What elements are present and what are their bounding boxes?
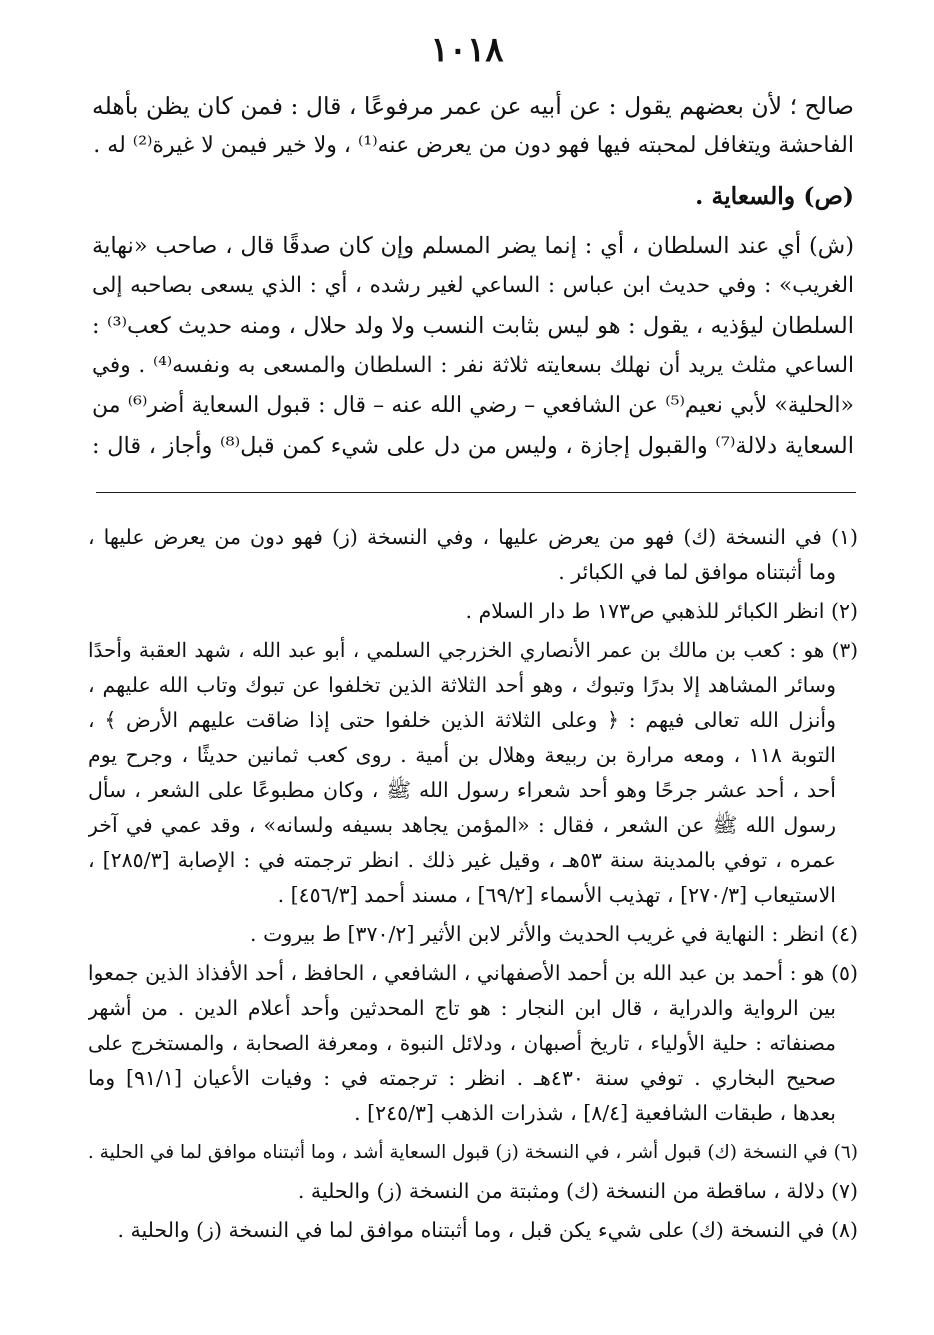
page-number: ١٠١٨ (430, 30, 504, 70)
main-line: (ش) أي عند السلطان ، أي : إنما يضر المسلم وإن كان صدقًا قال ، صاحب «نهاية (92, 233, 854, 259)
main-line: الغريب» : وفي حديث ابن عباس : الساعي لغير رشده ، أي : الذي يسعى بصاحبه إلى (92, 273, 854, 298)
footnote-3-cont: رسول الله ﷺ عن الشعر ، فقال : «المؤمن يجاهد بسيفه ولسانه» ، وقد عمي في آخر (88, 813, 836, 837)
footnote-1-cont: وما أثبتناه موافق لما في الكبائر . (558, 560, 836, 584)
footnote-7: (٧) دلالة ، ساقطة من النسخة (ك) ومثبتة من النسخة (ز) والحلية . (297, 1179, 858, 1203)
main-line: السعاية دلالة⁽⁷⁾ والقبول إجازة ، وليس من دل على شيء كمن قبل⁽⁸⁾ وأجاز ، قال : (92, 433, 854, 459)
footnote-3-cont: وأنزل الله تعالى فيهم : ﴿ وعلى الثلاثة الذين خلفوا حتى إذا ضاقت عليهم الأرض ﴾ ، (88, 708, 836, 732)
main-line: الساعي مثلث يريد أن نهلك بسعايته ثلاثة نفر : السلطان والمسعى به ونفسه⁽⁴⁾ . وفي (92, 353, 854, 378)
main-line: «الحلية» لأبي نعيم⁽⁵⁾ عن الشافعي – رضي الله عنه – قال : قبول السعاية أضر⁽⁶⁾ من (92, 393, 854, 418)
main-line: الفاحشة ويتغافل لمحبته فيها فهو دون من يعرض عنه⁽¹⁾ ، ولا خير فيمن لا غيرة⁽²⁾ له . (93, 133, 854, 158)
footnote-4: (٤) انظر : النهاية في غريب الحديث والأثر لابن الأثير [٣٧٠/٢] ط بيروت . (250, 922, 858, 946)
main-line: صالح ؛ لأن بعضهم يقول : عن أبيه عن عمر مرفوعًا ، قال : فمن كان يظن بأهله (92, 92, 854, 120)
footnote-divider (96, 492, 856, 493)
main-line: السلطان ليؤذيه ، يقول : هو ليس بثابت النسب ولا ولد حلال ، ومنه حديث كعب⁽³⁾ : (92, 313, 854, 339)
footnote-3-cont: الاستيعاب [٢٧٠/٣] ، تهذيب الأسماء [٦٩/٢] ، مسند أحمد [٤٥٦/٣] . (277, 883, 836, 907)
main-text (92, 86, 854, 466)
footnote-5: (٥) هو : أحمد بن عبد الله بن أحمد الأصفهاني ، الشافعي ، الحافظ ، أحد الأفذاذ الذين جمعوا (88, 961, 858, 985)
footnote-3-cont: وسائر المشاهد إلا بدرًا وتبوك ، وهو أحد الثلاثة الذين تخلفوا عن تبوك وتاب الله عليهم ، (88, 673, 836, 697)
footnote-5-cont: بعدها ، طبقات الشافعية [٨/٤] ، شذرات الذهب [٢٤٥/٣] . (354, 1101, 836, 1125)
footnote-5-cont: مصنفاته : حلية الأولياء ، تاريخ أصبهان ، ودلائل النبوة ، ومعرفة الصحابة ، والمستخرج على (88, 1031, 836, 1055)
footnote-3-cont: التوبة ١١٨ ، ومعه مرارة بن ربيعة وهلال بن أمية . روى كعب ثمانين حديثًا ، وجرح يوم (88, 743, 836, 767)
footnote-3: (٣) هو : كعب بن مالك بن عمر الأنصاري الخزرجي السلمي ، أبو عبد الله ، شهد العقبة وأحدًا (88, 638, 858, 662)
footnote-5-cont: بين الرواية والدراية ، قال ابن النجار : هو تاج المحدثين وأحد أعلام الدين . من أشهر (88, 996, 836, 1020)
footnote-1: (١) في النسخة (ك) فهو من يعرض عليها ، وفي النسخة (ز) فهو دون من يعرض عليها ، (88, 525, 858, 549)
footnote-6: (٦) في النسخة (ك) قبول أشر ، في النسخة (ز) قبول السعاية أشد ، وما أثبتناه موافق لما في الحلية . (88, 1142, 858, 1163)
footnote-8: (٨) في النسخة (ك) على شيء يكن قبل ، وما أثبتناه موافق لما في النسخة (ز) والحلية . (117, 1218, 858, 1242)
footnotes (88, 520, 858, 1248)
footnote-3-cont: عمره ، توفي بالمدينة سنة ٥٣هـ ، وقيل غير ذلك . انظر ترجمته في : الإصابة [٢٨٥/٣] ، (88, 848, 836, 872)
footnote-2: (٢) انظر الكبائر للذهبي ص١٧٣ ط دار السلام . (465, 599, 858, 623)
footnote-5-cont: صحيح البخاري . توفي سنة ٤٣٠هـ . انظر : ترجمته في : وفيات الأعيان [٩١/١] وما (88, 1066, 836, 1090)
footnote-3-cont: أحد ، أحد عشر جرحًا وهو أحد شعراء رسول الله ﷺ ، وكان مطبوعًا على الشعر ، سأل (88, 778, 836, 802)
section-heading: (ص) والسعاية . (695, 182, 854, 210)
